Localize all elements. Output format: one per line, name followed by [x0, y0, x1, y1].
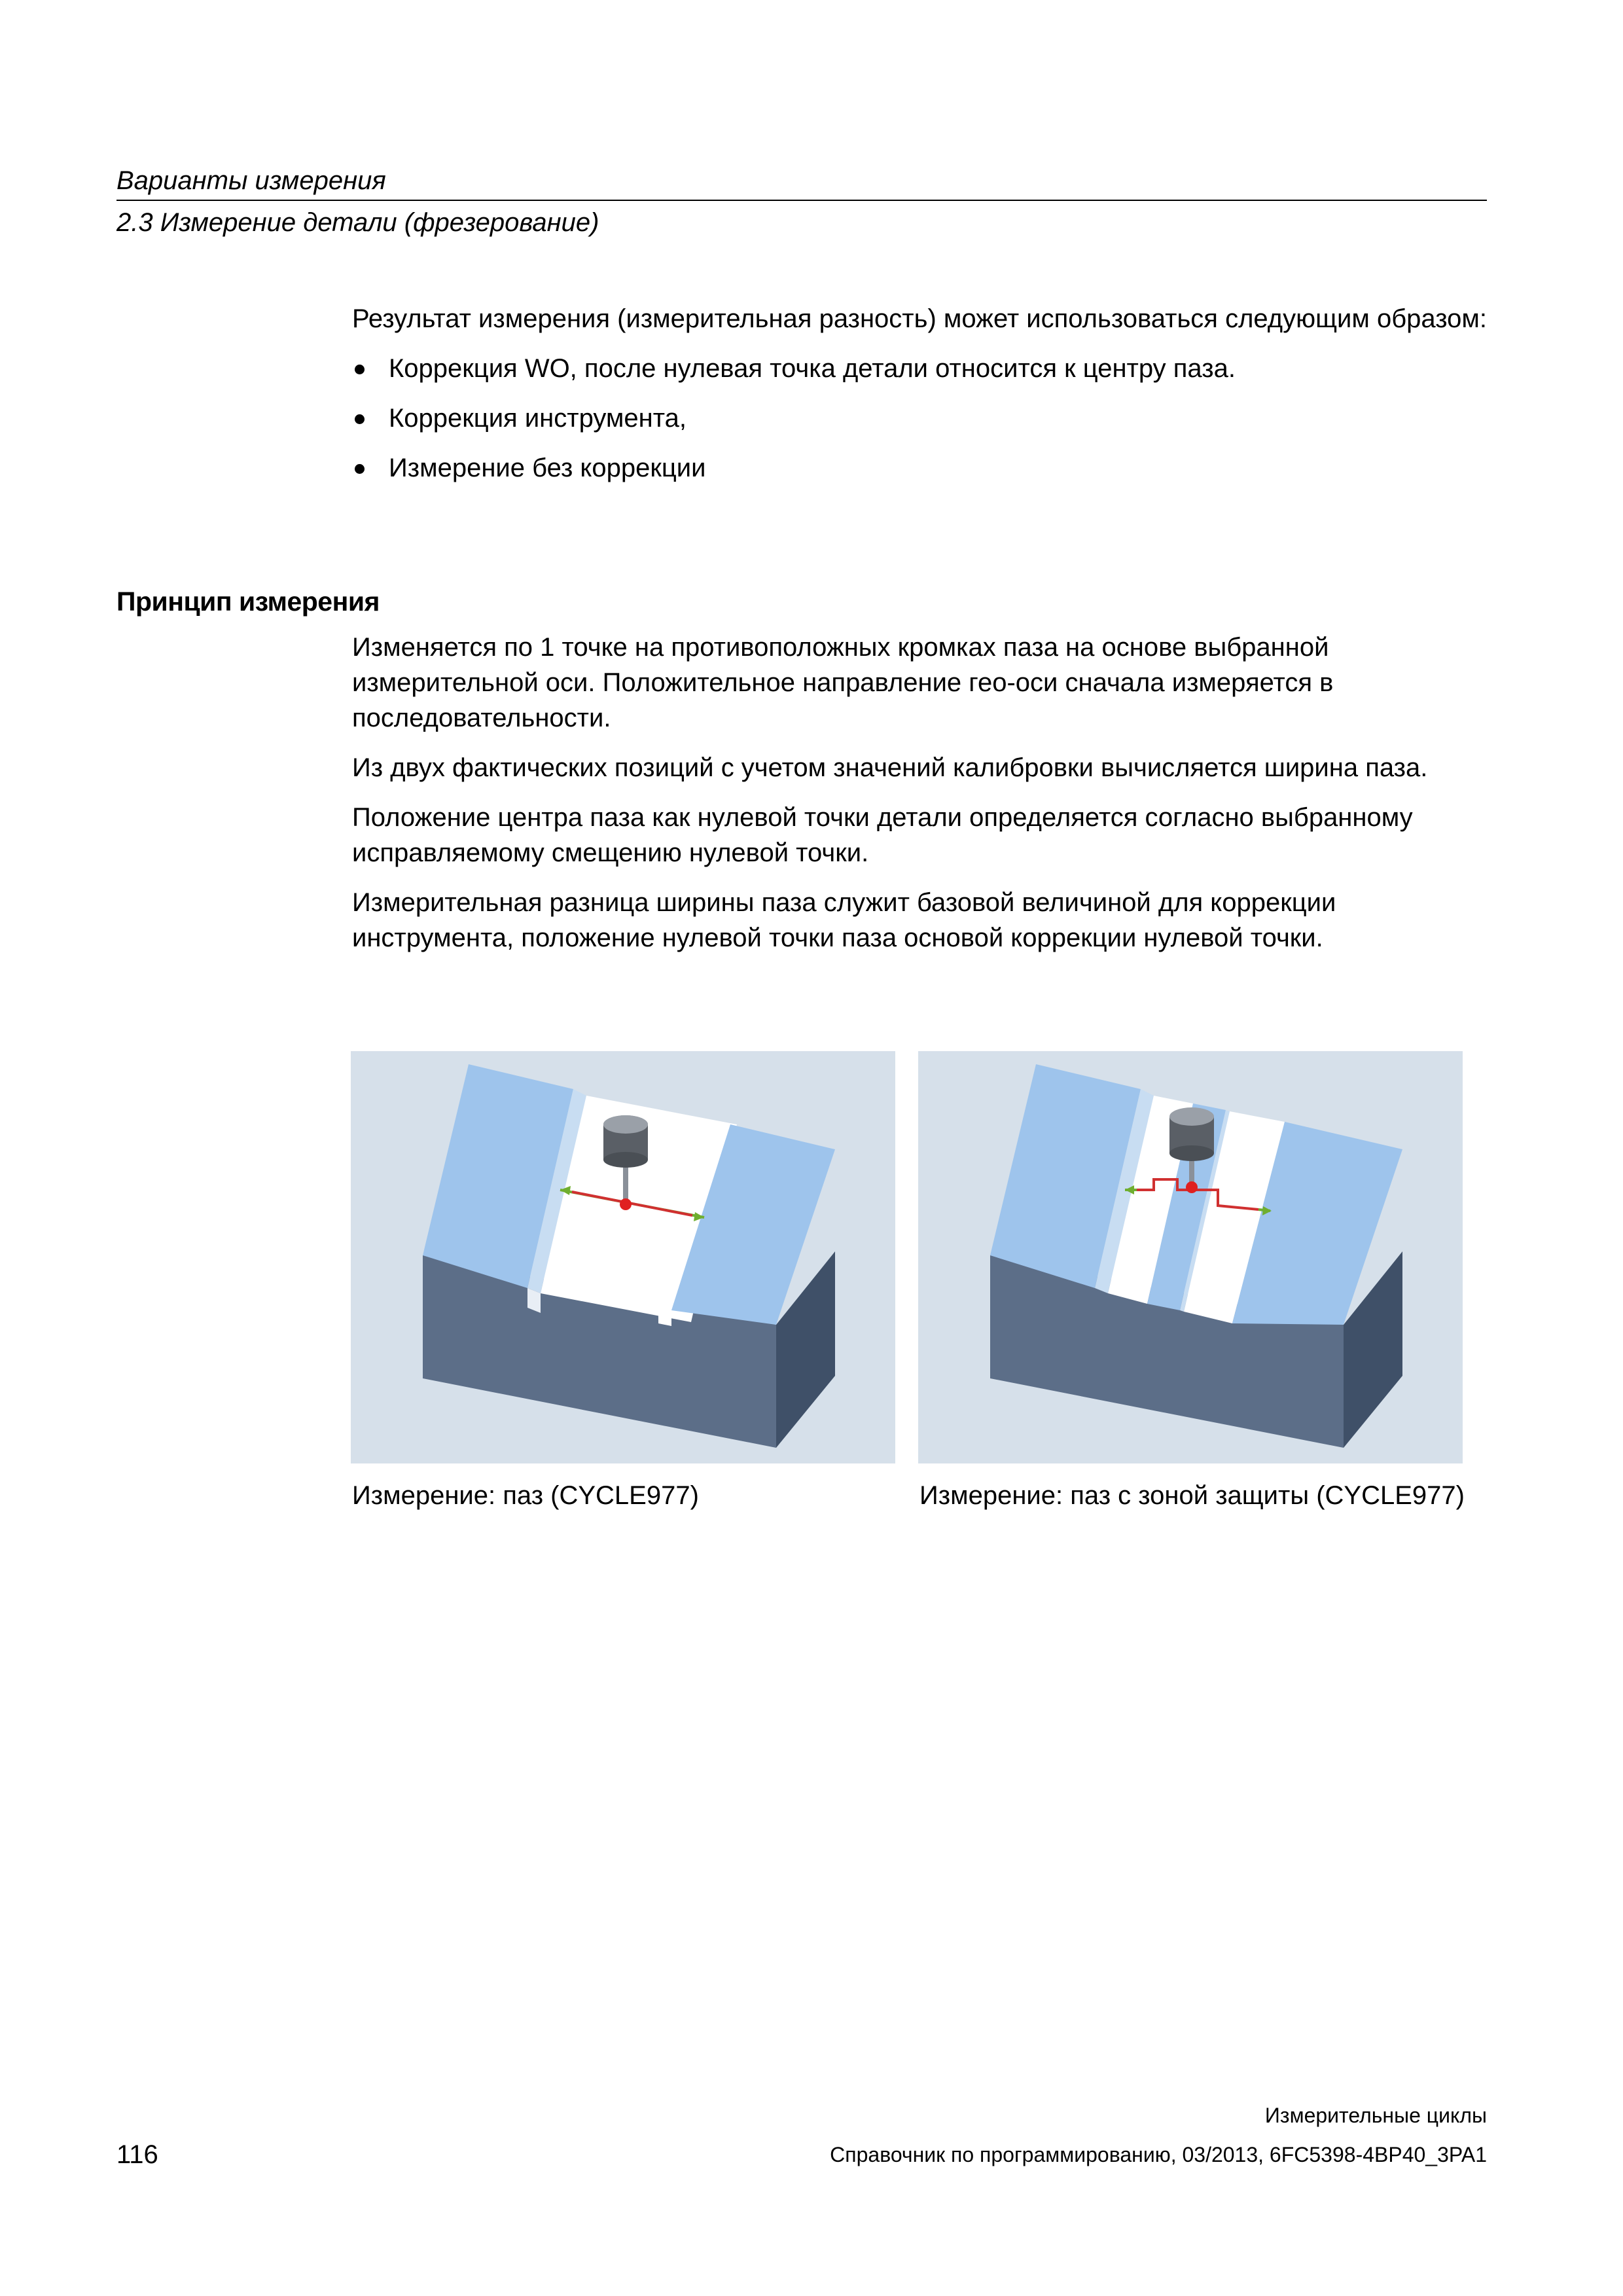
section-heading: Принцип измерения [116, 586, 380, 617]
intro-paragraph: Результат измерения (измерительная разность) может использоваться следующим образом: [352, 304, 1487, 333]
bullet-icon [355, 365, 365, 374]
page-number: 116 [116, 2140, 158, 2169]
figure-caption: Измерение: паз (CYCLE977) [352, 1481, 699, 1510]
list-item-text: Измерение без коррекции [389, 454, 706, 482]
slot-measurement-illustration [351, 1051, 895, 1463]
slot-protection-zone-figure [918, 1051, 1463, 1463]
list-item-text: Коррекция инструмента, [389, 404, 687, 433]
list-item [352, 351, 1491, 386]
list-item-text: Коррекция WO, после нулевая точка детали относится к центру паза. [389, 354, 1236, 383]
principle-paragraph: Положение центра паза как нулевой точки детали определяется согласно выбранному исправляемому смещению нулевой точки. [352, 803, 1413, 867]
header-rule [116, 200, 1487, 201]
intro-bullet-list [352, 351, 1491, 486]
running-header-section: 2.3 Измерение детали (фрезерование) [116, 208, 599, 237]
list-item [352, 450, 1491, 486]
figure-caption: Измерение: паз с зоной защиты (CYCLE977) [919, 1481, 1465, 1510]
slot-measurement-figure [351, 1051, 895, 1463]
bullet-icon [355, 414, 365, 424]
running-header-chapter: Варианты измерения [116, 166, 386, 195]
footer-reference: Справочник по программированию, 03/2013, 6FC5398-4BP40_3PA1 [830, 2143, 1487, 2166]
intro-block [352, 301, 1491, 500]
principle-block [352, 630, 1491, 956]
slot-protection-zone-illustration [918, 1051, 1463, 1463]
footer-title: Измерительные циклы [1264, 2104, 1487, 2127]
bullet-icon [355, 464, 365, 474]
list-item [352, 401, 1491, 436]
principle-paragraph: Измерительная разница ширины паза служит базовой величиной для коррекции инструмента, положение нулевой точки паза основой коррекции нулевой точки. [352, 888, 1336, 952]
principle-paragraph: Изменяется по 1 точке на противоположных кромках паза на основе выбранной измерительной оси. Положительное направление гео-оси сначала измеряется в последовательности. [352, 633, 1334, 732]
principle-paragraph: Из двух фактических позиций с учетом значений калибровки вычисляется ширина паза. [352, 753, 1428, 782]
